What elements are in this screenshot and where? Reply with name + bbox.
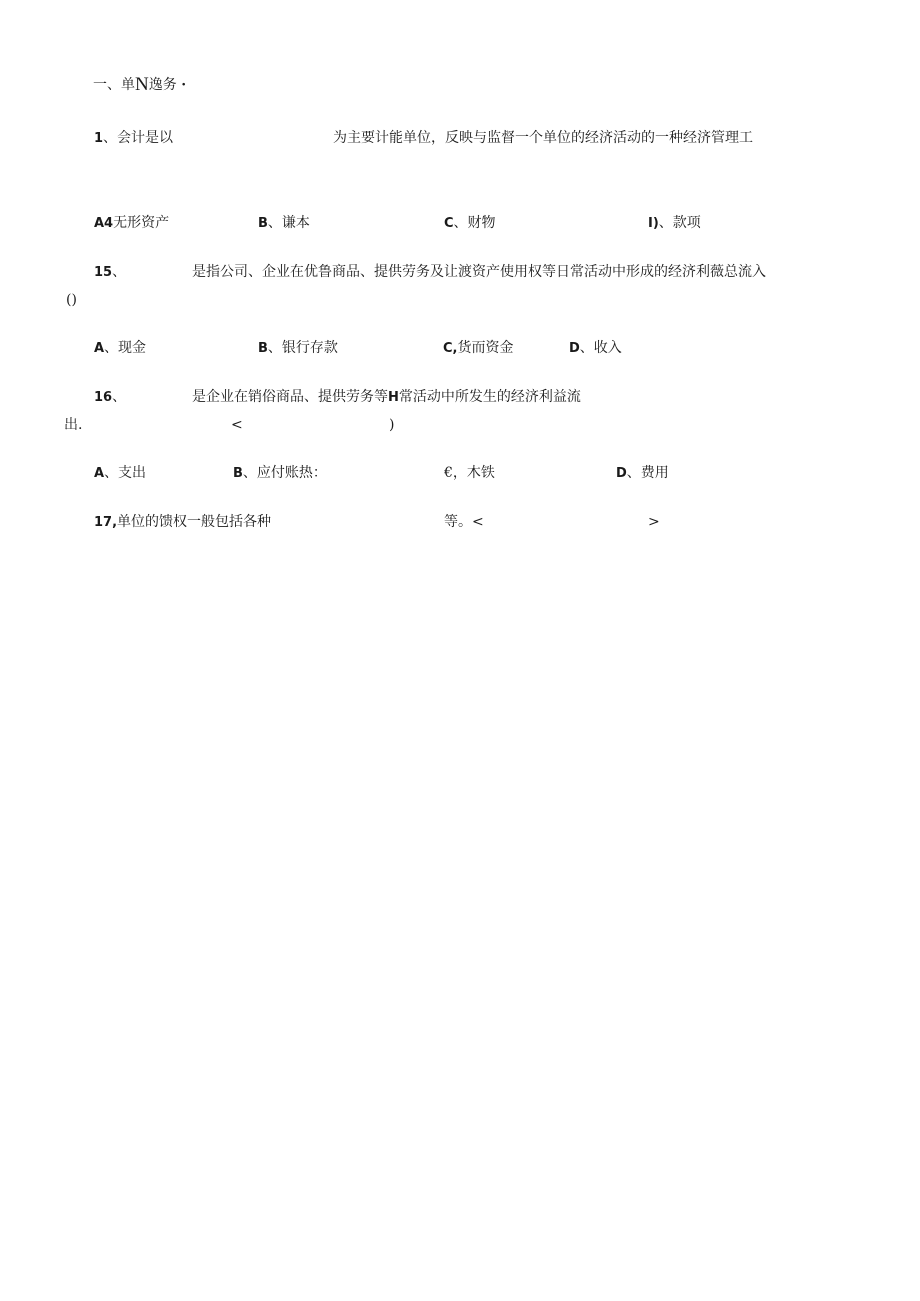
question-15-number [94,263,126,282]
option-key: B [258,216,268,231]
option-text: 、费用 [626,465,669,481]
question-16-paren-close: ) [389,417,395,433]
question-number: 15 [94,265,113,280]
option-key: C [444,216,454,231]
option-key: B [258,341,268,356]
question-number: 16 [94,390,113,405]
option-text: 、支出 [104,465,147,481]
option-key: D [569,341,580,356]
question-16-option-b [233,464,327,483]
question-1-text: 为主要计能单位，反映与监督一个单位的经济活动的一种经济管理工 [333,130,753,146]
question-16-continuation: 出. [64,417,83,433]
question-17-paren-close: > [648,514,660,530]
question-1-option-a [94,214,169,233]
question-number: 17, [94,515,118,530]
question-1-option-c [444,214,496,233]
option-key: D [616,466,627,481]
question-1-option-b [258,214,310,233]
option-key: C, [443,341,458,356]
option-text: 、现金 [104,340,147,356]
question-17-lead [94,513,271,532]
question-17-text: 单位的馈权一般包括各种 [117,514,272,530]
question-16-option-d [616,464,669,483]
question-1-lead-text: 、会计是以 [103,130,174,146]
question-1-option-d [648,214,701,233]
option-key: A [94,466,105,481]
section-heading-dot: · [181,77,187,93]
option-text: 、应付账热： [242,465,327,481]
question-15-option-d [569,339,622,358]
option-text: 货而资金 [457,340,514,356]
option-text: 、款项 [658,215,701,231]
option-text: 无形资产 [113,215,170,231]
question-16-option-a [94,464,146,483]
question-16-text-part-1: 是企业在销俗商品、提供劳务等 [192,389,388,405]
option-text: 、谦本 [267,215,310,231]
question-number-sep: 、 [112,264,127,280]
question-number-sep: 、 [112,389,127,405]
question-1-lead [94,129,173,148]
option-key: A [94,341,105,356]
option-text: 、财物 [453,215,496,231]
question-16-number [94,388,126,407]
option-text: 、收入 [579,340,622,356]
option-key: B [233,466,243,481]
question-15-option-a [94,339,146,358]
question-15-text: 是指公司、企业在优鲁商品、提供劳务及让渡资产使用权等日常活动中形成的经济利薇总流入 [192,264,766,280]
section-heading-letter: N [135,74,149,95]
option-key: € [444,465,453,481]
question-15-option-c [443,339,513,358]
section-heading-prefix: 一、单 [93,77,135,93]
section-heading-suffix: 逸务 [148,77,177,93]
question-17-tail: 等。< [444,514,484,530]
question-16-paren-open: < [231,417,243,433]
section-heading [93,76,186,94]
option-text: 、银行存款 [267,340,338,356]
question-15-answer-paren: () [66,292,77,308]
option-key: A4 [94,216,114,231]
option-text: ，木铁 [452,465,495,481]
question-16-text-part-2: 常活动中所发生的经济利益流 [398,389,581,405]
question-16-text [192,388,581,407]
question-16-text-bold: H [388,390,399,405]
question-1-number: 1 [94,131,104,146]
question-16-option-c [444,464,495,482]
option-key: I) [648,216,659,231]
question-15-option-b [258,339,338,358]
